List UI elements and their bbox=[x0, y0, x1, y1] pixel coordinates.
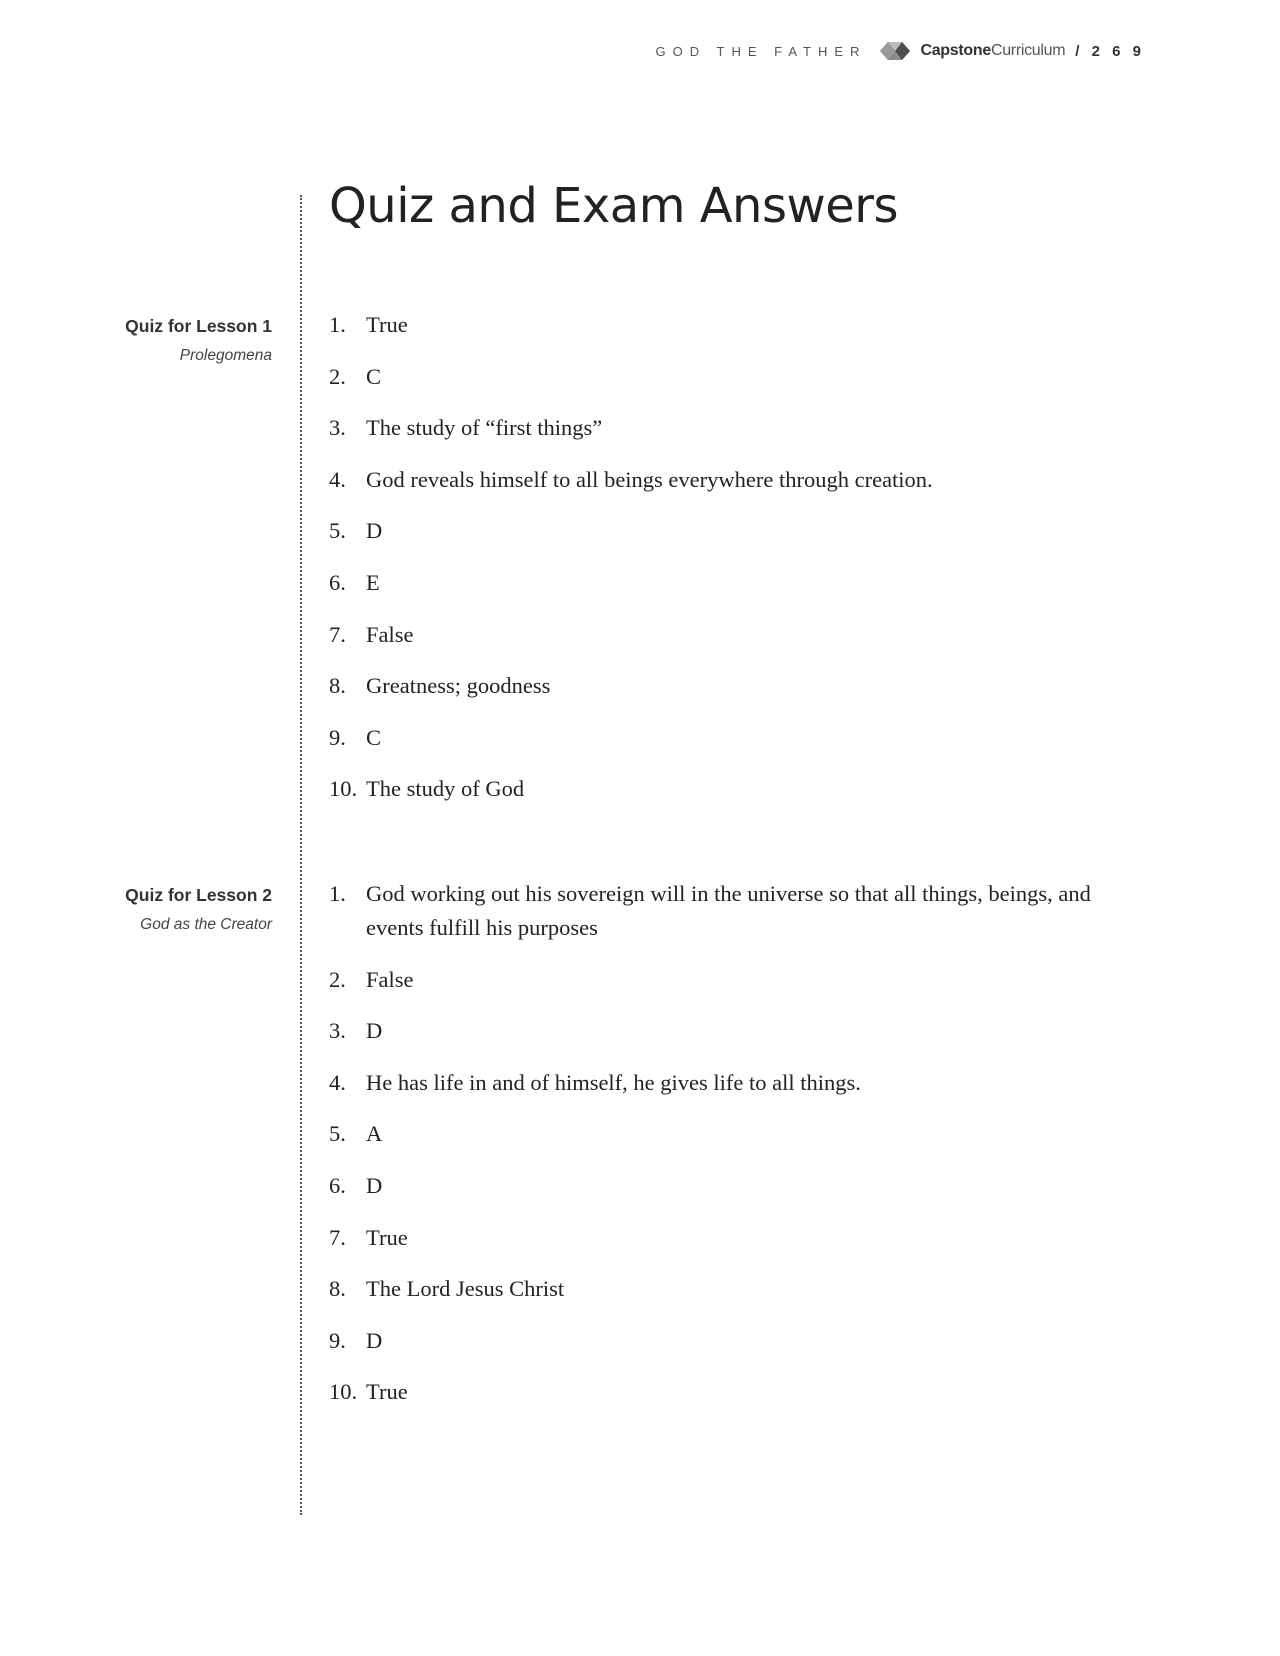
answer-text: True bbox=[366, 1379, 408, 1405]
answer-text: False bbox=[366, 966, 414, 992]
capstone-logo-icon bbox=[876, 38, 914, 64]
answer-item bbox=[329, 411, 1129, 445]
quiz-2-answer-list bbox=[329, 877, 1119, 1427]
answer-text: He has life in and of himself, he gives life to all things. bbox=[366, 1069, 861, 1095]
answer-text: False bbox=[366, 621, 414, 647]
answer-item bbox=[329, 1221, 1119, 1255]
answer-text: God reveals himself to all beings everywhere through creation. bbox=[366, 466, 933, 492]
quiz-2-subtitle: God as the Creator bbox=[140, 916, 272, 933]
series-title: GOD THE FATHER bbox=[655, 43, 867, 59]
answer-number: 4. bbox=[329, 466, 346, 492]
answer-number: 1. bbox=[329, 881, 346, 906]
answer-text: D bbox=[366, 1327, 383, 1353]
answer-item bbox=[329, 308, 1129, 342]
answer-item bbox=[329, 360, 1129, 394]
answer-text: D bbox=[366, 518, 383, 544]
quiz-1-heading: Quiz for Lesson 1 bbox=[125, 316, 272, 336]
answer-text: True bbox=[366, 1224, 408, 1250]
answer-text: The Lord Jesus Christ bbox=[366, 1276, 565, 1302]
answer-number: 9. bbox=[329, 724, 346, 750]
answer-number: 9. bbox=[329, 1327, 346, 1353]
answer-text: D bbox=[366, 1018, 383, 1044]
answer-item bbox=[329, 1066, 1119, 1100]
answer-item bbox=[329, 1117, 1119, 1151]
answer-item bbox=[329, 721, 1129, 755]
answer-item bbox=[329, 1375, 1119, 1409]
answer-number: 10. bbox=[329, 1379, 358, 1405]
quiz-1-answer-list bbox=[329, 308, 1129, 824]
answer-text: A bbox=[366, 1121, 383, 1147]
answer-item bbox=[329, 1169, 1119, 1203]
answer-item bbox=[329, 566, 1129, 600]
answer-number: 5. bbox=[329, 1121, 346, 1147]
answer-number: 4. bbox=[329, 1069, 346, 1095]
answer-item bbox=[329, 772, 1129, 806]
answer-number: 2. bbox=[329, 966, 346, 992]
answer-number: 7. bbox=[329, 621, 346, 647]
running-header bbox=[656, 38, 1145, 64]
answer-item bbox=[329, 963, 1119, 997]
answer-number: 6. bbox=[329, 569, 346, 595]
answer-text: C bbox=[366, 724, 382, 750]
quiz-1-label bbox=[125, 316, 272, 365]
answer-number: 6. bbox=[329, 1172, 346, 1198]
answer-text: E bbox=[366, 569, 380, 595]
answer-text: D bbox=[366, 1172, 383, 1198]
dotted-divider bbox=[300, 195, 302, 1515]
answer-number: 2. bbox=[329, 363, 346, 389]
answer-item bbox=[329, 514, 1129, 548]
answer-item bbox=[329, 669, 1129, 703]
answer-number: 3. bbox=[329, 1018, 346, 1044]
brand-name-bold: Capstone bbox=[920, 42, 991, 59]
answer-item bbox=[329, 1272, 1119, 1306]
answer-item bbox=[329, 877, 1119, 945]
answer-number: 10. bbox=[329, 776, 358, 802]
answer-text: C bbox=[366, 363, 382, 389]
quiz-1-subtitle: Prolegomena bbox=[179, 347, 272, 364]
answer-text: Greatness; goodness bbox=[366, 673, 551, 699]
answer-item bbox=[329, 618, 1129, 652]
answer-item bbox=[329, 463, 1129, 497]
answer-number: 8. bbox=[329, 1276, 346, 1302]
page-number: / 2 6 9 bbox=[1075, 42, 1145, 60]
answer-number: 8. bbox=[329, 673, 346, 699]
quiz-2-label bbox=[125, 885, 272, 934]
answer-item bbox=[329, 1324, 1119, 1358]
brand-name-light: Curriculum bbox=[990, 42, 1066, 59]
page-title: Quiz and Exam Answers bbox=[329, 178, 899, 234]
answer-number: 5. bbox=[329, 518, 346, 544]
answer-text: The study of God bbox=[366, 776, 525, 802]
answer-text: God working out his sovereign will in the universe so that all things, beings, and events fulfill his purposes bbox=[366, 881, 1091, 940]
answer-number: 3. bbox=[329, 415, 346, 441]
answer-number: 1. bbox=[329, 312, 346, 337]
answer-item bbox=[329, 1014, 1119, 1048]
answer-text: True bbox=[366, 312, 408, 337]
quiz-2-heading: Quiz for Lesson 2 bbox=[125, 885, 272, 905]
answer-text: The study of “first things” bbox=[366, 415, 603, 441]
answer-number: 7. bbox=[329, 1224, 346, 1250]
